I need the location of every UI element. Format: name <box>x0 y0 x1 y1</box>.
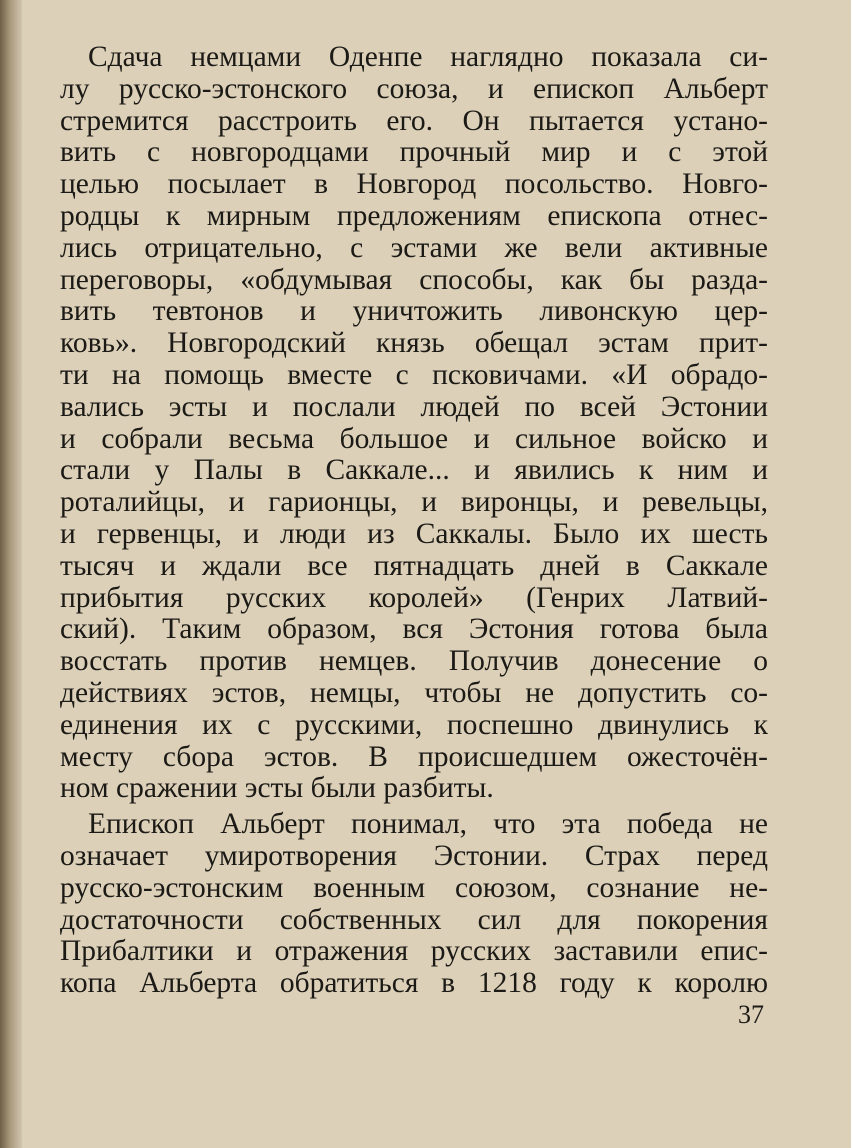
text-line: стали у Палы в Саккале... и явились к ним и <box>60 454 768 487</box>
text-line: русско-эстонским военным союзом, сознание не- <box>60 871 768 904</box>
paragraph-2 <box>60 809 768 1000</box>
text-line: копа Альберта обратиться в 1218 году к королю <box>60 967 768 1000</box>
text-line: Прибалтики и отражения русских заставили епис- <box>60 935 768 968</box>
text-line: лу русско-эстонского союза, и епископ Альберт <box>60 72 768 105</box>
text-line: лись отрицательно, с эстами же вели активные <box>60 231 768 264</box>
text-line: Епископ Альберт понимал, что эта победа не <box>88 808 768 841</box>
text-line: действиях эстов, немцы, чтобы не допустить со- <box>60 676 768 709</box>
text-line: единения их с русскими, поспешно двинулись к <box>60 708 768 741</box>
text-line: вались эсты и послали людей по всей Эстонии <box>60 390 768 423</box>
text-line: ти на помощь вместе с псковичами. «И обрадо- <box>60 358 768 391</box>
text-line: Сдача немцами Оденпе наглядно показала си- <box>88 41 768 73</box>
text-line: восстать против немцев. Получив донесение о <box>60 645 768 678</box>
text-line: ский). Таким образом, вся Эстония готова была <box>60 613 768 646</box>
book-spine-shadow <box>0 0 22 1148</box>
text-line: стремится расстроить его. Он пытается устано- <box>60 104 768 137</box>
text-line: означает умиротворения Эстонии. Страх перед <box>60 839 768 872</box>
text-line: родцы к мирным предложениям епископа отнес- <box>60 199 768 232</box>
text-line: целью посылает в Новгород посольство. Новго- <box>60 168 768 201</box>
text-line: ковь». Новгородский князь обещал эстам прит- <box>60 327 768 360</box>
page-number: 37 <box>738 1000 764 1029</box>
text-line: ном сражении эсты были разбиты. <box>60 772 494 805</box>
body-text <box>60 42 768 1000</box>
paragraph-1 <box>60 42 768 805</box>
text-line: вить с новгородцами прочный мир и с этой <box>60 136 768 169</box>
text-line: роталийцы, и гарионцы, и виронцы, и ревельцы, <box>60 486 768 519</box>
text-line: вить тевтонов и уничтожить ливонскую цер- <box>60 295 768 328</box>
text-line: переговоры, «обдумывая способы, как бы разда- <box>60 263 768 296</box>
text-line: прибытия русских королей» (Генрих Латвий- <box>60 581 768 614</box>
text-line: и гервенцы, и люди из Саккалы. Было их шесть <box>60 517 768 550</box>
text-line: месту сбора эстов. В происшедшем ожесточён- <box>60 740 768 773</box>
text-line: и собрали весьма большое и сильное войско и <box>60 422 768 455</box>
text-line: достаточности собственных сил для покорения <box>60 903 768 936</box>
text-line: тысяч и ждали все пятнадцать дней в Саккале <box>60 549 768 582</box>
